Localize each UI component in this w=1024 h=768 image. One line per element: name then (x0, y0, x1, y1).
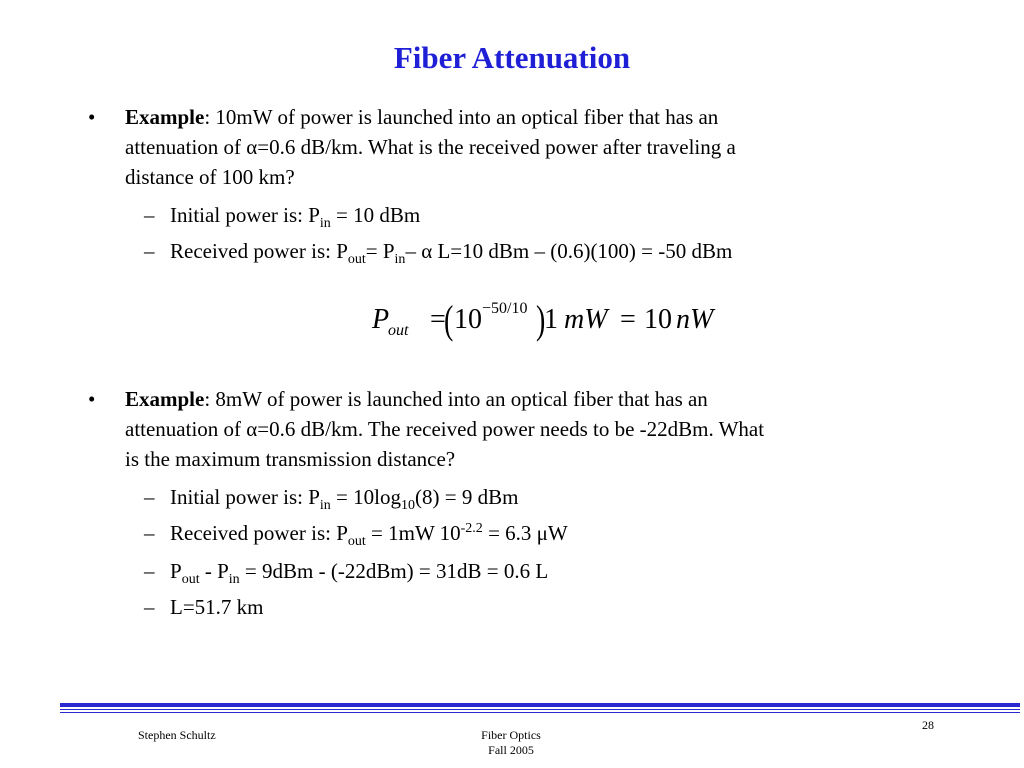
example1-line1 (125, 102, 718, 132)
footer-term: Fall 2005 (488, 743, 534, 757)
ex2-sub3-subscript1: out (181, 572, 200, 588)
example1-sub1 (170, 200, 420, 230)
example1-text1: : 10mW of power is launched into an optical fiber that has an (204, 105, 719, 129)
example2-sub2 (170, 518, 568, 548)
eq-equals-2: = (620, 304, 636, 335)
eq-unit1: mW (564, 304, 608, 335)
example2-text1: : 8mW of power is launched into an optical fiber that has an (204, 387, 708, 411)
eq-equals-1: = (430, 304, 446, 335)
ex2-sub2-mid: = 1mW 10 (365, 521, 461, 545)
example1-line2: attenuation of α=0.6 dB/km. What is the received power after traveling a (125, 135, 736, 159)
footer-page-number: 28 (922, 718, 934, 732)
dash-4: – (144, 521, 155, 545)
eq-p: P (372, 304, 390, 335)
ex2-sub3-mid: - P (199, 559, 229, 583)
footer-author: Stephen Schultz (138, 728, 216, 742)
ex2-sub3-pre: P (170, 559, 182, 583)
dash-2: – (144, 239, 155, 263)
example1-label: Example (125, 105, 205, 129)
example2-sub3 (170, 556, 548, 586)
dash-1: – (144, 203, 155, 227)
eq-base: 10 (454, 304, 482, 335)
ex2-sub3-subscript2: in (228, 572, 240, 588)
ex2-sub2-superscript: -2.2 (460, 521, 483, 536)
ex1-sub1-pre: Initial power is: P (170, 203, 320, 227)
bullet-1: • (88, 105, 96, 129)
ex1-sub2-subscript2: in (394, 252, 406, 268)
ex1-sub2-post: – α L=10 dBm – (0.6)(100) = -50 dBm (405, 239, 733, 263)
footer-rule-thin-2 (60, 712, 1020, 713)
eq-exponent: −50/10 (482, 300, 528, 317)
ex1-sub2-pre: Received power is: P (170, 239, 348, 263)
example2-line3: is the maximum transmission distance? (125, 447, 456, 471)
ex2-sub1-pre: Initial power is: P (170, 485, 320, 509)
eq-left-paren: ( (443, 297, 454, 342)
example2-sub4: L=51.7 km (170, 595, 264, 619)
example2-label: Example (125, 387, 205, 411)
dash-3: – (144, 485, 155, 509)
ex1-sub1-subscript: in (319, 216, 331, 232)
eq-one: 1 (544, 304, 558, 335)
eq-unit2: nW (676, 304, 714, 335)
ex2-sub2-post: = 6.3 μW (482, 521, 568, 545)
ex2-sub1-mid: = 10log (330, 485, 401, 509)
slide-title: Fiber Attenuation (393, 40, 631, 75)
bullet-2: • (88, 387, 96, 411)
footer-rule-thick (60, 703, 1020, 707)
ex1-sub2-subscript1: out (347, 252, 366, 268)
ex2-sub3-post: = 9dBm - (-22dBm) = 31dB = 0.6 L (239, 559, 549, 583)
footer-rule-thin-1 (60, 709, 1020, 710)
ex1-sub1-post: = 10 dBm (330, 203, 421, 227)
example2-sub1 (170, 482, 518, 512)
example1-sub2 (170, 236, 732, 266)
eq-p-sub: out (388, 322, 409, 339)
example2-line2: attenuation of α=0.6 dB/km. The received power needs to be -22dBm. What (125, 417, 765, 441)
example1-line3: distance of 100 km? (125, 165, 295, 189)
eq-ten: 10 (644, 304, 672, 335)
example2-line1 (125, 384, 708, 414)
ex2-sub1-subscript2: 10 (400, 498, 415, 514)
eq-right-paren: ) (535, 297, 546, 342)
ex2-sub1-post: (8) = 9 dBm (414, 485, 519, 509)
dash-6: – (144, 595, 155, 619)
power-equation (368, 296, 728, 346)
dash-5: – (144, 559, 155, 583)
ex1-sub2-mid: = P (365, 239, 395, 263)
ex2-sub2-pre: Received power is: P (170, 521, 348, 545)
footer-rule (60, 703, 1020, 713)
footer-course: Fiber Optics (481, 728, 541, 742)
ex2-sub2-subscript: out (347, 534, 366, 550)
ex2-sub1-subscript: in (319, 498, 331, 514)
